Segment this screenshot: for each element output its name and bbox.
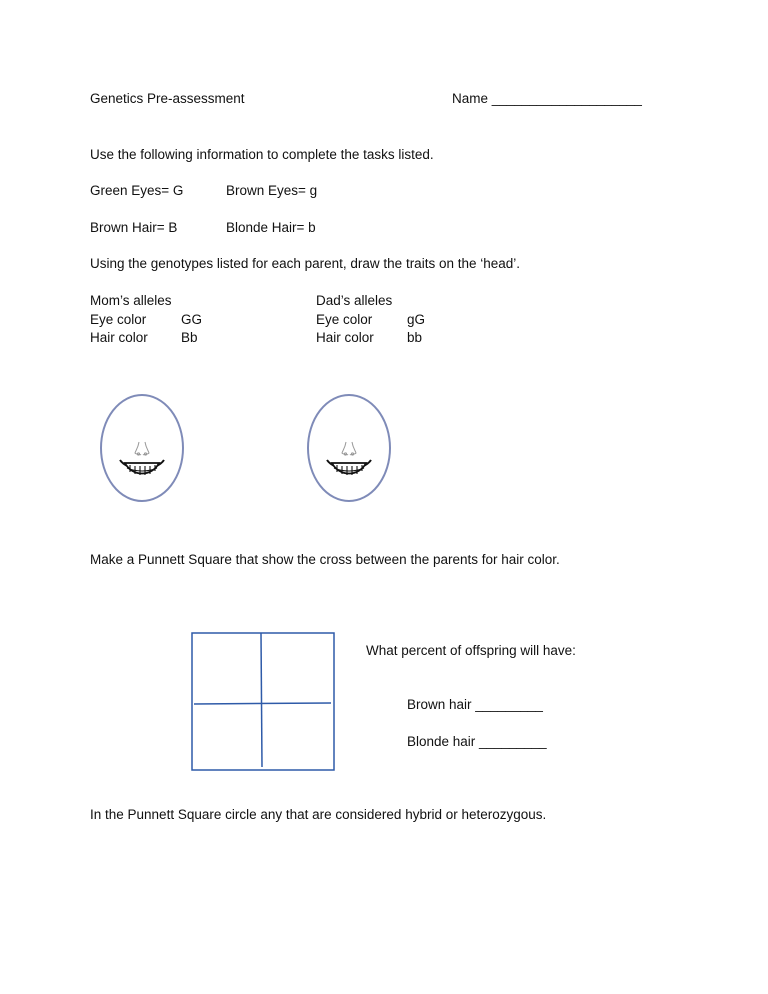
punnett-square bbox=[191, 632, 335, 771]
brown-hair-key: Brown Hair= B bbox=[90, 220, 178, 235]
dad-hair-color-value: bb bbox=[407, 330, 423, 345]
genotype-instructions: Using the genotypes listed for each parent, draw the traits on the ‘head’. bbox=[90, 256, 521, 271]
dad-alleles-heading: Dad’s alleles bbox=[316, 293, 393, 308]
head-outline bbox=[308, 395, 390, 501]
instructions-text: Use the following information to complete the tasks listed. bbox=[90, 147, 434, 162]
mom-hair-color-value: Bb bbox=[181, 330, 198, 345]
blonde-hair-answer-blank: Blonde hair _________ bbox=[407, 734, 547, 749]
punnett-square-border bbox=[192, 633, 334, 770]
blonde-hair-key: Blonde Hair= b bbox=[226, 220, 316, 235]
percent-question: What percent of offspring will have: bbox=[366, 643, 576, 658]
mom-alleles-heading: Mom’s alleles bbox=[90, 293, 172, 308]
head-outline bbox=[101, 395, 183, 501]
dad-eye-color-value: gG bbox=[407, 312, 426, 327]
punnett-vertical-divider bbox=[261, 633, 262, 767]
brown-eyes-key: Brown Eyes= g bbox=[226, 183, 318, 198]
mom-hair-color-label: Hair color bbox=[90, 330, 148, 345]
dad-head-drawing bbox=[305, 392, 395, 504]
mom-eye-color-label: Eye color bbox=[90, 312, 147, 327]
hybrid-instructions: In the Punnett Square circle any that are considered hybrid or heterozygous. bbox=[90, 807, 547, 822]
worksheet-title: Genetics Pre-assessment bbox=[90, 91, 245, 106]
brown-hair-answer-blank: Brown hair _________ bbox=[407, 697, 543, 712]
dad-hair-color-label: Hair color bbox=[316, 330, 374, 345]
dad-eye-color-label: Eye color bbox=[316, 312, 373, 327]
punnett-instructions: Make a Punnett Square that show the cross between the parents for hair color. bbox=[90, 552, 560, 567]
green-eyes-key: Green Eyes= G bbox=[90, 183, 184, 198]
mom-eye-color-value: GG bbox=[181, 312, 203, 327]
name-field: Name ____________________ bbox=[452, 91, 642, 106]
punnett-horizontal-divider bbox=[194, 703, 331, 704]
mom-head-drawing bbox=[98, 392, 188, 504]
